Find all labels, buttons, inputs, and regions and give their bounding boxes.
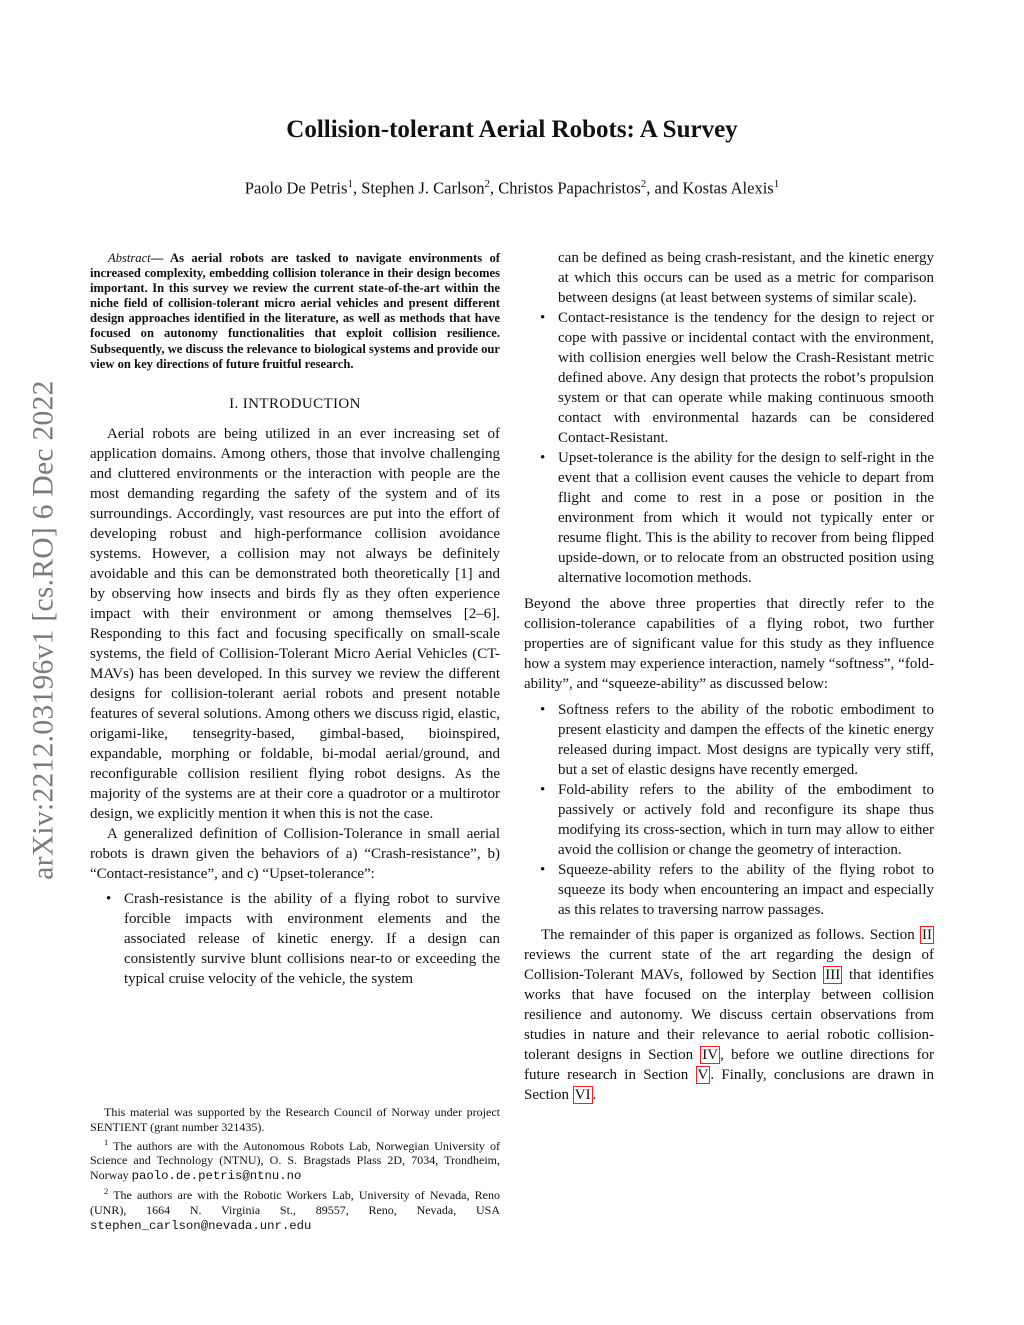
collision-tolerance-list-cont bbox=[524, 308, 934, 588]
collision-tolerance-list bbox=[90, 889, 500, 989]
bullet-crash-continuation: can be defined as being crash-resistant, and the kinetic energy at which this occurs can be used as a metric for comparison between designs (at least between systems of similar scale). bbox=[558, 250, 934, 306]
email-link[interactable]: paolo.de.petris@ntnu.no bbox=[131, 1169, 302, 1184]
footnotes bbox=[90, 1105, 500, 1233]
intro-paragraph-3: Beyond the above three properties that directly refer to the collision-tolerance capabilities of a flying robot, two further properties are of significant value for this study as they influence how a system may experience interaction, namely “softness”, “fold-ability”, and “squeeze-ability” as discussed below: bbox=[524, 596, 934, 692]
bullet-upset-tolerance: • Upset-tolerance is the ability for the design to self-right in the event that a collision event causes the vehicle to depart from flight and come to rest in a pose or position in the environment from which it would not typically enter or resume flight. This is the ability to recover from being flipped upside-down, or to relocate from an obstructed position using alternative locomotion methods. bbox=[524, 448, 934, 588]
author-list bbox=[0, 178, 1024, 199]
section-heading-introduction: I. INTRODUCTION bbox=[229, 395, 361, 412]
author-affiliation-mark: 1 bbox=[773, 178, 780, 190]
section-ref-link[interactable]: V bbox=[697, 1067, 709, 1083]
bullet-fold-ability: • Fold-ability refers to the ability of the embodiment to passively or actively fold and reconfigure its shape thus modifying its cross-section, which in turn may allow to either avoid the collision or change the geometry of interaction. bbox=[524, 780, 934, 860]
paragraph-text: . Finally, conclusions are drawn in Section bbox=[524, 1067, 934, 1103]
section-ref-link[interactable]: VI bbox=[574, 1087, 591, 1103]
left-column bbox=[90, 251, 500, 989]
bullet-softness: • Softness refers to the ability of the robotic embodiment to present elasticity and dampen the effects of the kinetic energy released during impact. Most designs are typically very stiff, but a set of elastic designs have recently emerged. bbox=[524, 700, 934, 780]
intro-paragraph-1: Aerial robots are being utilized in an ever increasing set of application domains. Among others, those that involve challenging and cluttered environments or the interaction with people are the most demanding regarding the safety of the system and of its surroundings. Accordingly, vast resources are put into the effort of developing robust and high-performance collision avoidance systems. However, a collision may not always be definitely avoidable and this can be demonstrated both theoretically [1] and by observing how insects and birds fly as they often experience impact with their environment or among themselves [2–6]. Responding to this fact and focusing specifically on small-scale systems, the field of Collision-Tolerant Micro Aerial Vehicles (CT-MAVs) has been developed. In this survey we review the different designs for collision-tolerant aerial robots and present notable features of several solutions. Among others we discuss rigid, elastic, origami-like, tensegrity-based, gimbal-based, bioinspired, expandable, morphing or foldable, bi-modal aerial/ground, and reconfigurable collision resilient flying robot designs. As the majority of the systems are at their core a quadrotor or a multirotor design, we explicitly mention it when this is not the case. bbox=[90, 425, 500, 822]
section-ref-link[interactable]: III bbox=[825, 967, 841, 983]
paper-title: Collision-tolerant Aerial Robots: A Survey bbox=[286, 116, 738, 143]
footnote-1 bbox=[90, 1135, 500, 1184]
email-link[interactable]: stephen_carlson@nevada.unr.edu bbox=[90, 1218, 312, 1233]
arxiv-sidebar-stamp bbox=[4, 320, 84, 940]
bullet-crash-resistance: • Crash-resistance is the ability of a flying robot to survive forcible impacts with environment elements and the associated release of kinetic energy. If a design can consistently survive blunt collisions near-to or exceeding the typical cruise velocity of the vehicle, the system bbox=[90, 889, 500, 989]
bullet-contact-resistance: • Contact-resistance is the tendency for the design to reject or cope with passive or incidental contact with the environment, with collision energies well below the Crash-Resistant metric defined above. Any design that protects the robot’s propulsion system or that can operate while making continuous smooth contact with environmental hazards can be considered Contact-Resistant. bbox=[524, 308, 934, 448]
intro-paragraph-4 bbox=[524, 925, 934, 1105]
intro-paragraph-2: A generalized definition of Collision-Tolerance in small aerial robots is drawn given the behaviors of a) “Crash-resistance”, b) “Contact-resistance”, and c) “Upset-tolerance”: bbox=[90, 825, 500, 882]
abstract-text: As aerial robots are tasked to navigate environments of increased complexity, embedding collision tolerance in their design becomes important. In this survey we review the current state-of-the-art within the niche field of collision-tolerant micro aerial vehicles and present different design approaches identified in the literature, as well as methods that have focused on autonomy functionalities that exploit collision resilience. Subsequently, we discuss the relevance to biological systems and provide our view on key directions of future fruitful research. bbox=[90, 251, 500, 371]
author-name: Kostas Alexis bbox=[682, 178, 774, 198]
footnote-text: The authors are with the Autonomous Robots Lab, Norwegian University of Science and Technology (NTNU), O. S. Bragstads Plass 2D, 7034, Trondheim, Norway bbox=[90, 1138, 500, 1183]
author-name: Christos Papachristos bbox=[498, 178, 641, 198]
section-ref-link[interactable]: IV bbox=[702, 1047, 719, 1063]
abstract: Abstract— As aerial robots are tasked to navigate environments of increased complexity, embedding collision tolerance in their design becomes important. In this survey we review the current state-of-the-art within the niche field of collision-tolerant micro aerial vehicles and present different design approaches identified in the literature, as well as methods that have focused on autonomy functionalities that exploit collision resilience. Subsequently, we discuss the relevance to biological systems and provide our view on key directions of future fruitful research. bbox=[90, 251, 500, 371]
right-column bbox=[524, 248, 934, 1105]
abstract-label: Abstract bbox=[108, 251, 151, 265]
author-separator: , bbox=[352, 178, 362, 198]
section-ref-link[interactable]: II bbox=[922, 927, 932, 943]
author-affiliation-mark: 2 bbox=[484, 178, 490, 190]
author-name: Paolo De Petris bbox=[244, 178, 348, 198]
paragraph-text: that identifies works that have focused on the interplay between collision resilience and autonomy. We discuss certain observations from studies in nature and their relevance to aerial robotic collision-tolerant designs in Section bbox=[524, 967, 934, 1063]
author-name: Stephen J. Carlson bbox=[361, 178, 485, 198]
bullet-squeeze-ability: • Squeeze-ability refers to the ability of the flying robot to squeeze its body when encountering an impact and especially as this relates to traversing narrow passages. bbox=[524, 860, 934, 920]
paragraph-text: reviews the current state of the art regarding the design of Collision-Tolerant MAVs, followed by Section bbox=[524, 947, 934, 983]
footnote-text: The authors are with the Robotic Workers Lab, University of Nevada, Reno (UNR), 1664 N. Virginia St., 89557, Reno, Nevada, USA bbox=[90, 1187, 500, 1217]
author-affiliation-mark: 2 bbox=[640, 178, 647, 190]
footnote-mark: 2 bbox=[104, 1185, 109, 1196]
author-separator: , bbox=[490, 178, 499, 198]
further-properties-list bbox=[524, 700, 934, 920]
paragraph-text: The remainder of this paper is organized as follows. Section bbox=[541, 927, 920, 943]
footnote-funding: This material was supported by the Research Council of Norway under project SENTIENT (grant number 321435). bbox=[90, 1105, 500, 1134]
arxiv-identifier: arXiv:2212.03196v1 [cs.RO] 6 Dec 2022 bbox=[27, 380, 60, 880]
paragraph-text: , before we outline directions for future research in Section bbox=[524, 1047, 934, 1083]
footnote-mark: 1 bbox=[104, 1136, 109, 1147]
footnote-2 bbox=[90, 1184, 500, 1233]
author-affiliation-mark: 1 bbox=[347, 178, 353, 190]
paragraph-text: . bbox=[592, 1087, 597, 1103]
author-separator: , and bbox=[646, 178, 683, 198]
